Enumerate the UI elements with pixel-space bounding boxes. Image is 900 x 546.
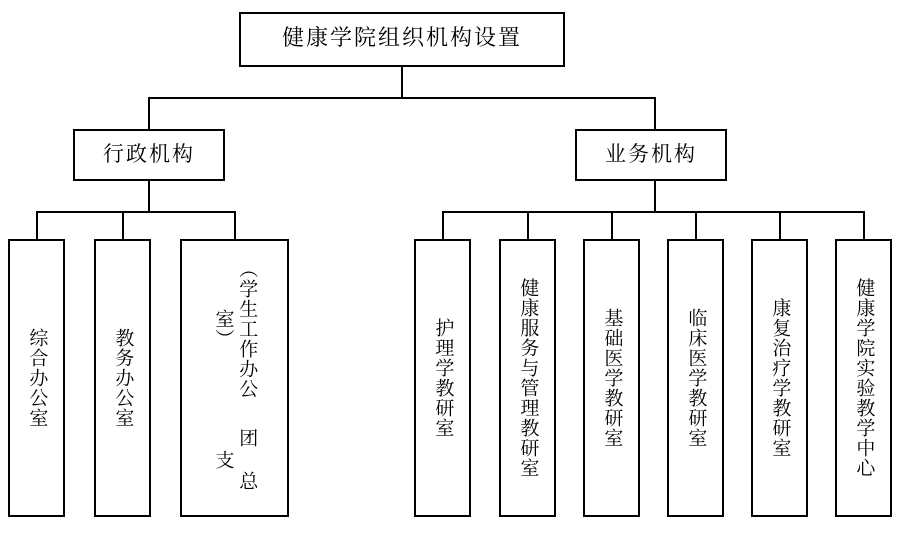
connector-to-business bbox=[654, 97, 656, 129]
level1-node-admin bbox=[73, 129, 225, 181]
connector-business-bus bbox=[442, 211, 863, 213]
unit-node-biz-3 bbox=[583, 239, 640, 517]
unit-node-admin-2 bbox=[94, 239, 151, 517]
unit-node-biz-3-label: 基础医学教研室 bbox=[601, 308, 624, 448]
unit-node-admin-1-label: 综合办公室 bbox=[26, 328, 49, 428]
unit-node-biz-6 bbox=[835, 239, 892, 517]
connector-root-down bbox=[401, 67, 403, 99]
connector-admin-1 bbox=[36, 211, 38, 239]
unit-node-biz-2-label: 健康服务与管理教研室 bbox=[517, 278, 540, 478]
level1-node-business bbox=[575, 129, 727, 181]
connector-admin-34 bbox=[234, 211, 236, 239]
unit-node-biz-4 bbox=[667, 239, 724, 517]
unit-node-biz-6-label: 健康学院实验教学中心 bbox=[853, 278, 876, 478]
connector-biz-5 bbox=[779, 211, 781, 239]
root-node bbox=[239, 12, 565, 67]
unit-node-biz-5-label: 康复治疗学教研室 bbox=[769, 298, 792, 458]
unit-node-admin-3-label: 团 总 支 bbox=[212, 428, 259, 515]
connector-admin-bus bbox=[36, 211, 236, 213]
root-node-label: 健康学院组织机构设置 bbox=[281, 26, 522, 52]
unit-node-biz-2 bbox=[499, 239, 556, 517]
connector-biz-1 bbox=[442, 211, 444, 239]
unit-node-admin-1 bbox=[8, 239, 65, 517]
connector-admin-2 bbox=[122, 211, 124, 239]
connector-business-down bbox=[654, 181, 656, 213]
connector-biz-2 bbox=[527, 211, 529, 239]
unit-node-biz-4-label: 临床医学教研室 bbox=[685, 308, 708, 448]
connector-biz-6 bbox=[863, 211, 865, 239]
level1-node-admin-label: 行政机构 bbox=[103, 142, 195, 167]
connector-biz-3 bbox=[611, 211, 613, 239]
level1-node-business-label: 业务机构 bbox=[605, 142, 697, 167]
unit-node-biz-1-label: 护理学教研室 bbox=[432, 318, 455, 438]
connector-admin-down bbox=[148, 181, 150, 213]
connector-level1-bus bbox=[148, 97, 656, 99]
connector-biz-4 bbox=[695, 211, 697, 239]
unit-node-admin-34 bbox=[180, 239, 289, 517]
unit-node-biz-5 bbox=[751, 239, 808, 517]
unit-node-admin-4-label: （学生工作办公室） bbox=[212, 258, 259, 399]
connector-to-admin bbox=[148, 97, 150, 129]
unit-node-admin-2-label: 教务办公室 bbox=[112, 328, 135, 428]
unit-node-biz-1 bbox=[414, 239, 471, 517]
